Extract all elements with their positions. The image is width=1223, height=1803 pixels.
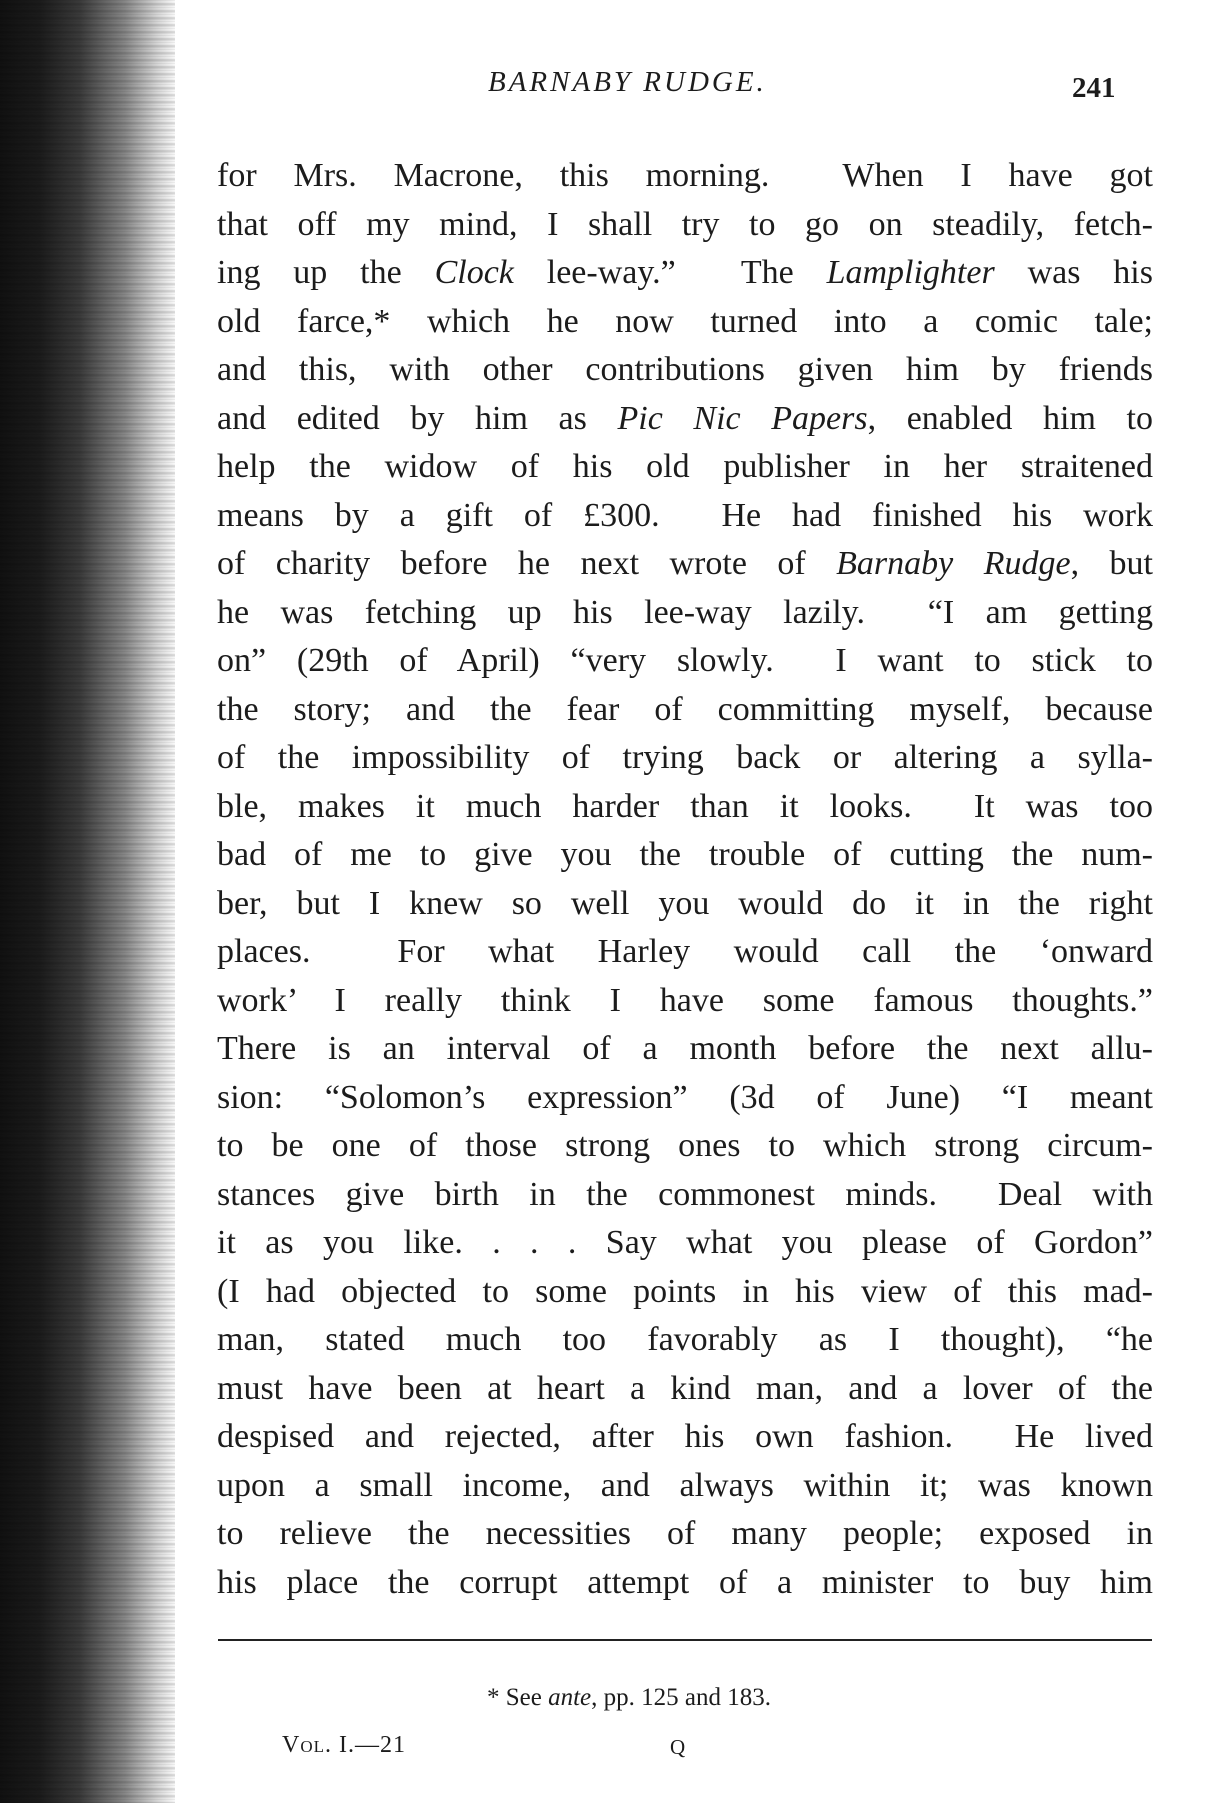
text-segment: man, stated much too favorably as I thought), “he <box>217 1321 1153 1358</box>
text-line <box>217 637 1153 686</box>
text-segment: work’ I really think I have some famous thoughts.” <box>217 981 1153 1019</box>
text-line <box>217 1268 1153 1317</box>
text-segment: lee-way.” The <box>513 254 827 291</box>
text-segment: of the impossibility of trying back or altering a sylla- <box>217 739 1153 776</box>
text-line <box>217 1074 1153 1123</box>
text-line <box>217 1122 1153 1171</box>
text-line <box>217 395 1153 444</box>
footnote-rest: , pp. 125 and 183. <box>591 1684 772 1711</box>
text-line <box>217 1462 1153 1511</box>
text-line <box>217 1559 1153 1608</box>
text-line <box>217 686 1153 735</box>
text-segment: he was fetching up his lee-way lazily. “I am getting <box>217 593 1153 631</box>
text-segment: on” (29th of April) “very slowly. I want to stick to <box>217 642 1153 679</box>
text-segment: to relieve the necessities of many people; exposed in <box>217 1515 1153 1552</box>
text-segment: upon a small income, and always within it; was known <box>217 1466 1153 1504</box>
text-segment: and this, with other contributions given him by friends <box>217 351 1153 388</box>
text-line <box>217 249 1153 298</box>
text-line <box>217 1219 1153 1268</box>
text-line <box>217 589 1153 638</box>
text-segment: it as you like. . . . Say what you please of Gordon” <box>217 1224 1153 1261</box>
footnote-rule <box>218 1639 1152 1641</box>
text-line <box>217 734 1153 783</box>
text-line <box>217 1171 1153 1220</box>
text-segment: ber, but I knew so well you would do it in the right <box>217 884 1153 922</box>
text-segment: his place the corrupt attempt of a minister to buy him <box>217 1563 1153 1601</box>
text-line <box>217 346 1153 395</box>
footnote-marker: * See <box>487 1684 549 1711</box>
footnote <box>487 1684 771 1712</box>
text-segment: There is an interval of a month before the next allu- <box>217 1030 1153 1067</box>
text-segment: ing up the <box>217 254 435 291</box>
text-segment: was his <box>994 254 1153 291</box>
text-line <box>217 831 1153 880</box>
italic-text: Lamplighter <box>826 254 995 291</box>
text-segment: bad of me to give you the trouble of cutting the num- <box>217 836 1153 873</box>
text-line <box>217 1413 1153 1462</box>
text-line <box>217 201 1153 250</box>
text-line <box>217 1510 1153 1559</box>
page-gutter-shadow <box>0 0 175 1803</box>
text-segment: means by a gift of £300. He had finished his work <box>217 496 1153 534</box>
text-segment: , but <box>1070 545 1153 582</box>
italic-text: Pic Nic Papers <box>617 399 868 437</box>
text-segment: of charity before he next wrote of <box>217 545 837 582</box>
text-segment: sion: “Solomon’s expression” (3d of June) “I meant <box>217 1078 1153 1116</box>
text-segment: for Mrs. Macrone, this morning. When I have got <box>217 157 1153 194</box>
text-line <box>217 492 1153 541</box>
italic-text: Clock <box>434 254 514 291</box>
text-line <box>217 152 1153 201</box>
page-number: 241 <box>1072 72 1116 104</box>
text-line <box>217 540 1153 589</box>
text-line <box>217 783 1153 832</box>
text-line <box>217 977 1153 1026</box>
running-title: BARNABY RUDGE. <box>488 66 767 98</box>
text-segment: must have been at heart a kind man, and a lover of the <box>217 1369 1153 1407</box>
text-line <box>217 1365 1153 1414</box>
signature-mark: Q <box>670 1735 686 1759</box>
text-line <box>217 298 1153 347</box>
text-segment: ble, makes it much harder than it looks. It was too <box>217 787 1153 825</box>
text-line <box>217 443 1153 492</box>
body-text <box>217 152 1153 1607</box>
text-segment: despised and rejected, after his own fashion. He lived <box>217 1418 1153 1455</box>
text-line <box>217 1316 1153 1365</box>
text-line <box>217 880 1153 929</box>
signature-volume: Vol. I.—21 <box>282 1732 406 1758</box>
text-segment: to be one of those strong ones to which strong circum- <box>217 1127 1153 1164</box>
text-segment: stances give birth in the commonest minds. Deal with <box>217 1175 1153 1213</box>
text-segment: old farce,* which he now turned into a comic tale; <box>217 302 1153 340</box>
text-segment: (I had objected to some points in his view of this mad- <box>217 1272 1153 1310</box>
footnote-ref: ante <box>548 1684 592 1711</box>
text-segment: help the widow of his old publisher in her straitened <box>217 448 1153 485</box>
text-segment: the story; and the fear of committing myself, because <box>217 690 1153 728</box>
text-segment: , enabled him to <box>867 399 1153 437</box>
text-segment: that off my mind, I shall try to go on steadily, fetch- <box>217 205 1153 243</box>
text-line <box>217 1025 1153 1074</box>
text-segment: and edited by him as <box>217 399 618 437</box>
italic-text: Barnaby Rudge <box>836 545 1071 582</box>
text-segment: places. For what Harley would call the ‘onward <box>217 933 1153 970</box>
text-line <box>217 928 1153 977</box>
